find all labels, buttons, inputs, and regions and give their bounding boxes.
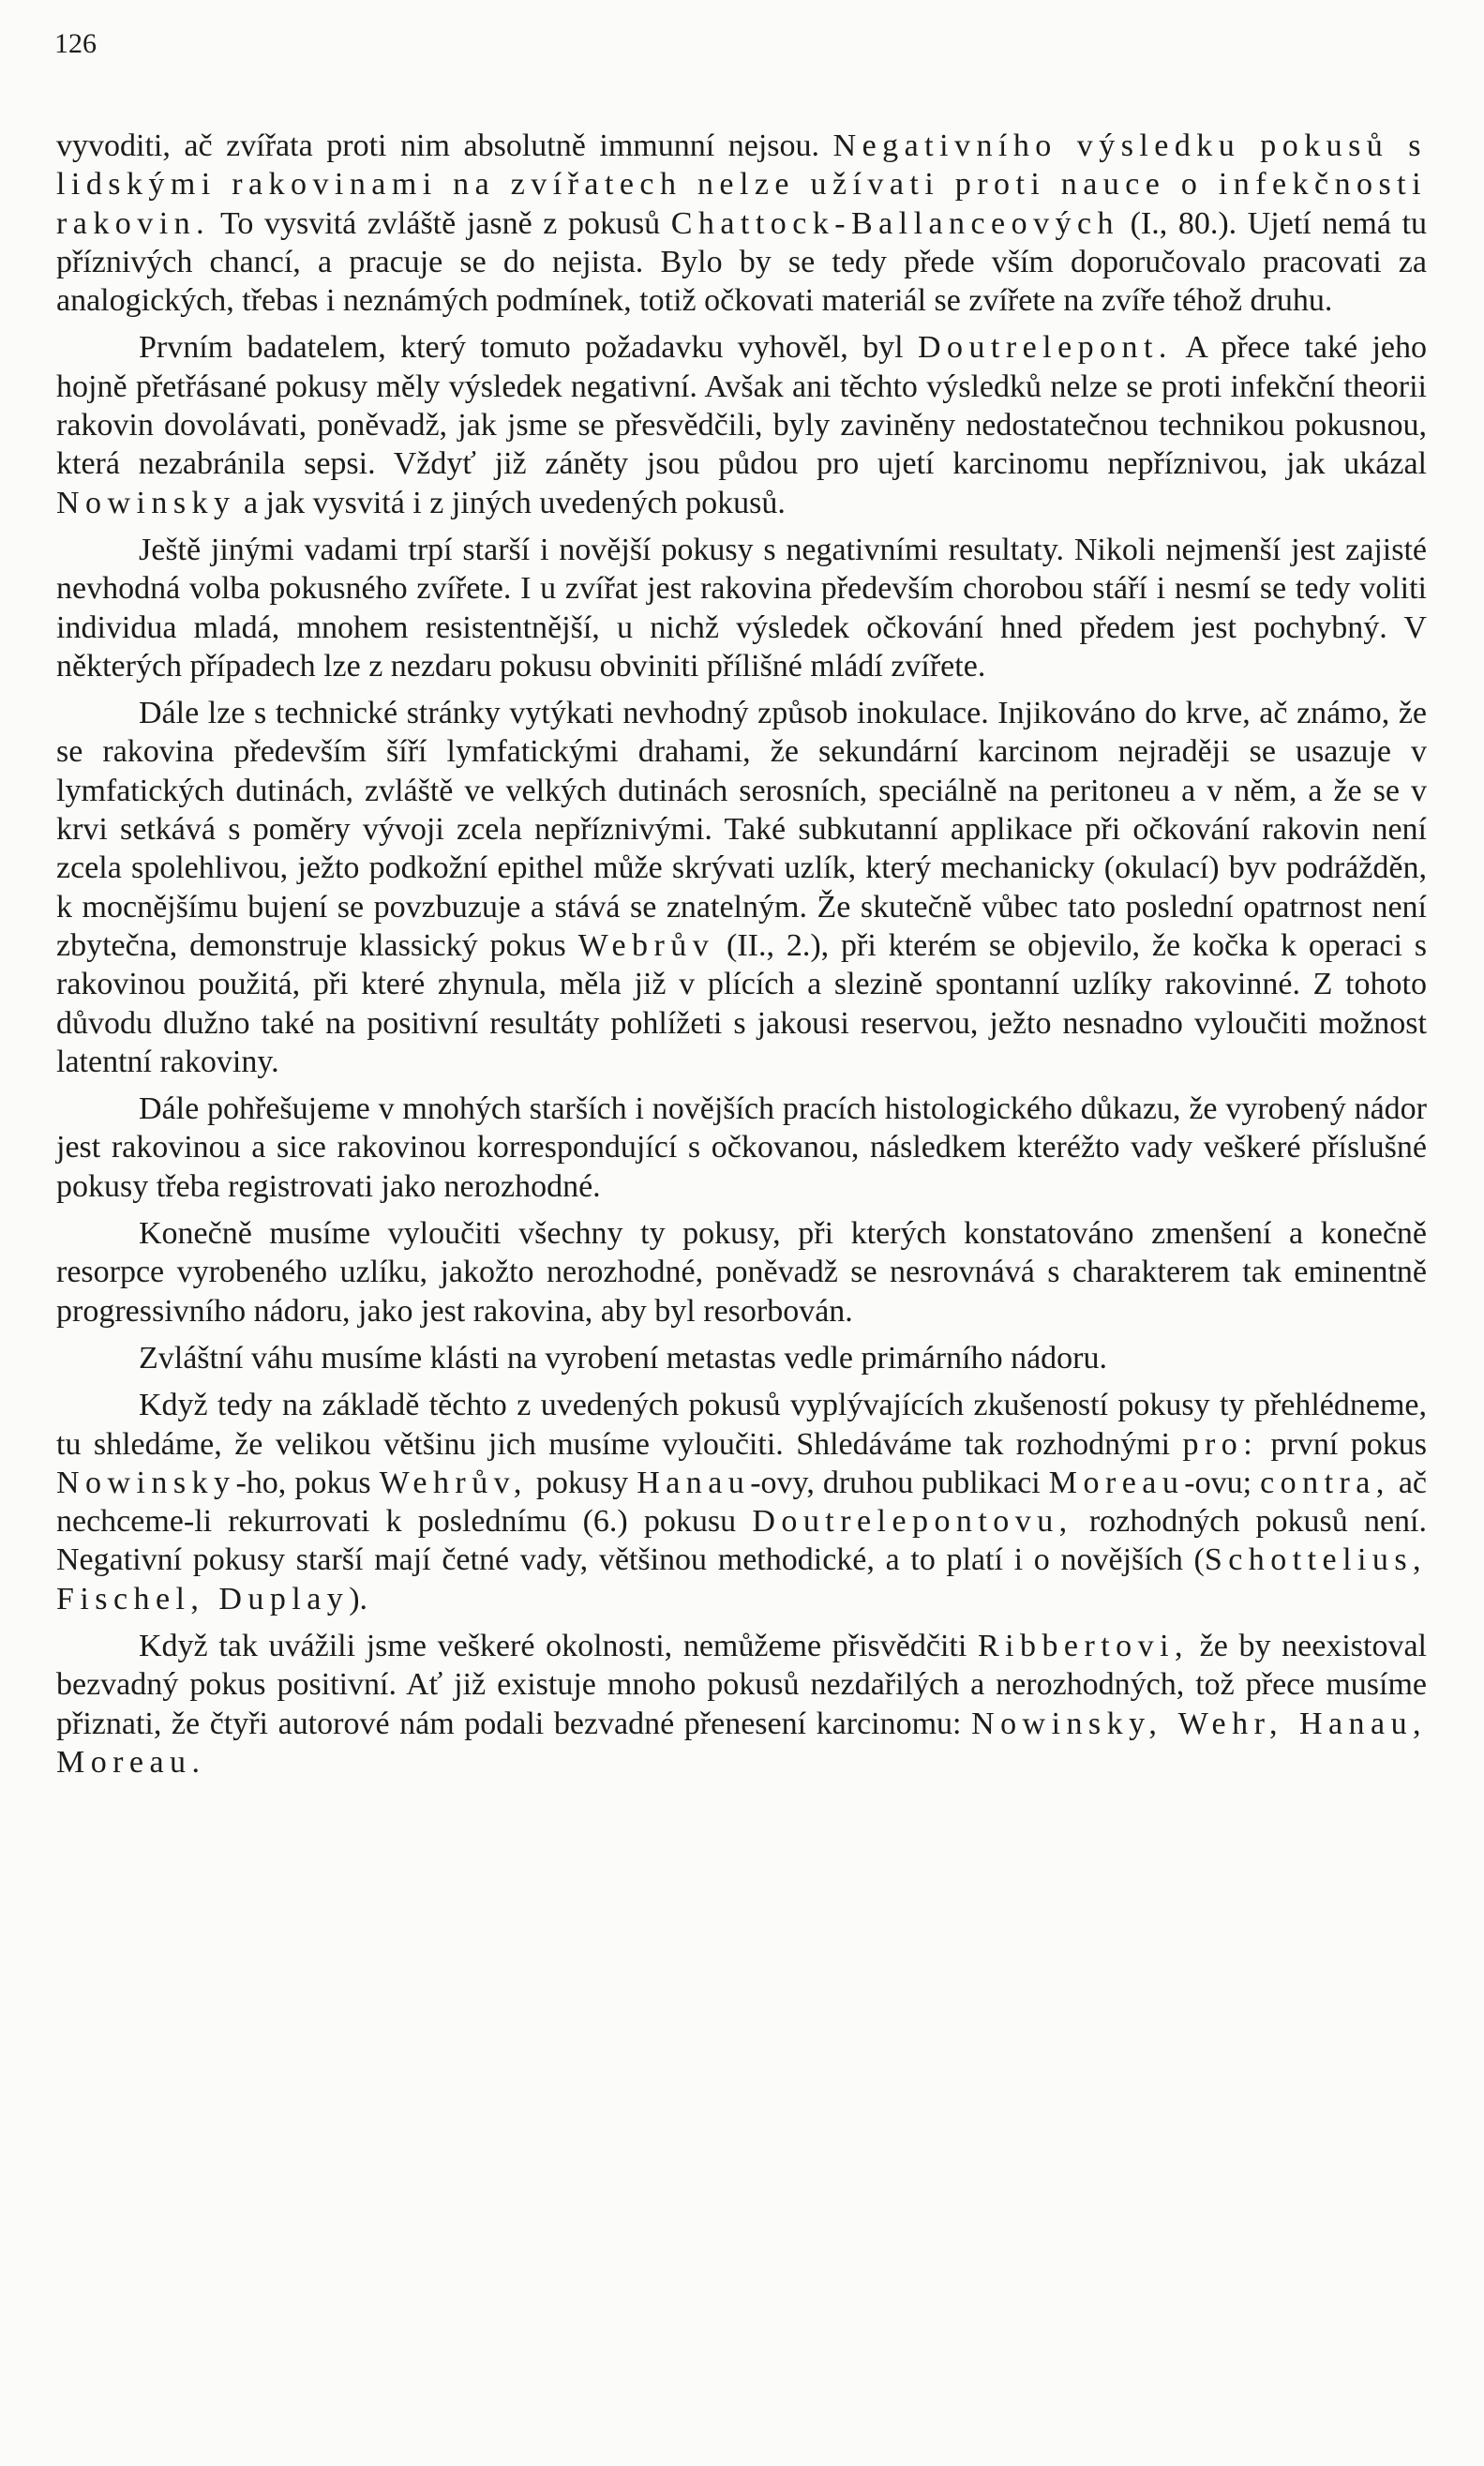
text-run: vyvoditi, ač zvířata proti nim absolutně immunní nejsou. bbox=[56, 128, 833, 163]
spaced-emphasis-text: Negativního výsledku pokusů s lidskými rakovinami na zvířatech nelze užívati proti nauce o infekčnosti rakovin. bbox=[56, 128, 1427, 241]
text-run: první pokus bbox=[1258, 1426, 1427, 1462]
text-run: Když tedy na základě těchto z uvedených pokusů vyplývajících zkušeností pokusy ty přehlédneme, tu shledáme, že velikou většinu jich musíme vyloučiti. Shledáváme tak rozhodnými bbox=[56, 1388, 1427, 1462]
spaced-emphasis-text: Wehrův, bbox=[379, 1465, 528, 1500]
spaced-emphasis-text: Chattock-Ballanceových bbox=[670, 205, 1119, 241]
text-run: Dále pohřešujeme v mnohých starších i novějších pracích histologického důkazu, že vyrobený nádor jest rakovinou a sice rakovinou korrespondující s očkovanou, následkem kteréžto vady veškeré příslušné pokusy třeba registrovati jako nerozhodné. bbox=[56, 1091, 1427, 1204]
paragraph bbox=[56, 531, 1427, 685]
spaced-emphasis-text: Schottelius, Fischel, Duplay bbox=[56, 1542, 1427, 1616]
text-run: -ovy, druhou publikaci bbox=[750, 1465, 1049, 1500]
text-run: pokusy bbox=[527, 1465, 637, 1500]
paragraph bbox=[56, 1214, 1427, 1331]
spaced-emphasis-text: contra, bbox=[1260, 1465, 1390, 1500]
paragraph bbox=[56, 1627, 1427, 1782]
text-run: -ho, pokus bbox=[235, 1465, 380, 1500]
spaced-emphasis-text: Hanau bbox=[637, 1465, 751, 1500]
text-run: rozhodných pokusů není. Negativní pokusy starší mají četné vady, většinou methodické, a to platí i o novějších ( bbox=[56, 1504, 1427, 1578]
text-run: Prvním badatelem, který tomuto požadavku vyhověl, byl bbox=[139, 330, 918, 366]
paragraph bbox=[56, 694, 1427, 1081]
text-run: ač nechceme-li rekurrovati k poslednímu (6.) pokusu bbox=[56, 1465, 1427, 1540]
spaced-emphasis-text: Moreau bbox=[1048, 1465, 1185, 1500]
text-run: Dále lze s technické stránky vytýkati nevhodný způsob inokulace. Injikováno do krve, ač známo, že se rakovina především šíří lymfatickými drahami, že sekundární karcinom nejraději se usazuje v lymfatických dutinách, zvláště ve velkých dutinách serosních, speciálně na peritoneu a v něm, a že se v krvi setkává s poměry vývoji zcela nepříznivými. Také subkutanní applikace při očkování rakovin není zcela spolehlivou, ježto podkožní epithel může skrývati uzlík, který mechanicky (okulací) byv podrážděn, k mocnějšímu bujení se povzbuzuje a stává se znatelným. Že skutečně vůbec tato poslední opatrnost není zbytečna, demonstruje klassický pokus bbox=[56, 696, 1427, 963]
paragraph bbox=[56, 1339, 1427, 1377]
text-run: -ovu; bbox=[1184, 1465, 1261, 1500]
text-run: Zvláštní váhu musíme klásti na vyrobení metastas vedle primárního nádoru. bbox=[139, 1340, 1107, 1376]
text-run: a jak vysvitá i z jiných uvedených pokusů. bbox=[235, 485, 786, 520]
paragraph bbox=[56, 328, 1427, 521]
spaced-emphasis-text: pro: bbox=[1182, 1426, 1259, 1462]
text-run: Když tak uvážili jsme veškeré okolnosti, nemůžeme přisvědčiti bbox=[139, 1628, 978, 1663]
paragraph bbox=[56, 1386, 1427, 1618]
text-run: (I., 80.). Ujetí nemá tu příznivých chancí, a pracuje se do nejista. Bylo by se tedy přede vším doporučovalo pracovati za analogických, třebas i neznámých podmínek, totiž očkovati materiál se zvířete na zvíře téhož druhu. bbox=[56, 205, 1427, 319]
text-run: To vysvitá zvláště jasně z pokusů bbox=[210, 205, 671, 241]
spaced-emphasis-text: Nowinsky bbox=[56, 485, 236, 520]
spaced-emphasis-text: Doutrelepontovu, bbox=[752, 1504, 1073, 1540]
text-run: A přece také jeho hojně přetřásané pokusy měly výsledek negativní. Avšak ani těchto výsledků nelze se proti infekční theorii rakovin dovolávati, poněvadž, jak jsme se přesvědčili, byly zaviněny nedostatečnou technikou pokusnou, která nezabránila sepsi. Vždyť již záněty jsou půdou pro ujetí karcinomu nepříznivou, jak ukázal bbox=[56, 330, 1428, 482]
text-run: (II., 2.), při kterém se objevilo, že kočka k operaci s rakovinou použitá, při které zhynula, měla již v plících a slezině spontanní uzlíky rakovinné. Z tohoto důvodu dlužno také na positivní resultáty pohlížeti s jakousi reservou, ježto nesnadno vyloučiti možnost latentní rakoviny. bbox=[56, 927, 1427, 1079]
paragraph bbox=[56, 127, 1427, 320]
text-run: ). bbox=[349, 1581, 368, 1616]
spaced-emphasis-text: Doutrelepont. bbox=[918, 330, 1173, 366]
spaced-emphasis-text: Webrův bbox=[577, 927, 715, 963]
page-number: 126 bbox=[54, 28, 97, 59]
text-run: Ještě jinými vadami trpí starší i novější pokusy s negativními resultaty. Nikoli nejmenší jest zajisté nevhodná volba pokusného zvířete. I u zvířat jest rakovina především chorobou stáří i nesmí se tedy voliti individua mladá, mnohem resistentnější, u nichž výsledek očkování hned předem jest pochybný. V některých případech lze z nezdaru pokusu obviniti přílišné mládí zvířete. bbox=[56, 532, 1427, 684]
text-run: že by neexistoval bezvadný pokus positivní. Ať již existuje mnoho pokusů nezdařilých a nerozhodných, tož přece musíme přiznati, že čtyři autorové nám podali bezvadné přenesení karcinomu: bbox=[56, 1628, 1428, 1741]
text-run: Konečně musíme vyloučiti všechny ty pokusy, při kterých konstatováno zmenšení a konečně resorpce vyrobeného uzlíku, jakožto nerozhodné, poněvadž se nesrovnává s charakterem tak eminentně progressivního nádoru, jako jest rakovina, aby byl resorbován. bbox=[56, 1216, 1427, 1329]
spaced-emphasis-text: Ribbertovi, bbox=[977, 1628, 1189, 1663]
body-text bbox=[56, 127, 1427, 1790]
spaced-emphasis-text: Nowinsky, Wehr, Hanau, Moreau. bbox=[56, 1706, 1427, 1780]
paragraph bbox=[56, 1090, 1427, 1206]
spaced-emphasis-text: Nowinsky bbox=[56, 1465, 236, 1500]
